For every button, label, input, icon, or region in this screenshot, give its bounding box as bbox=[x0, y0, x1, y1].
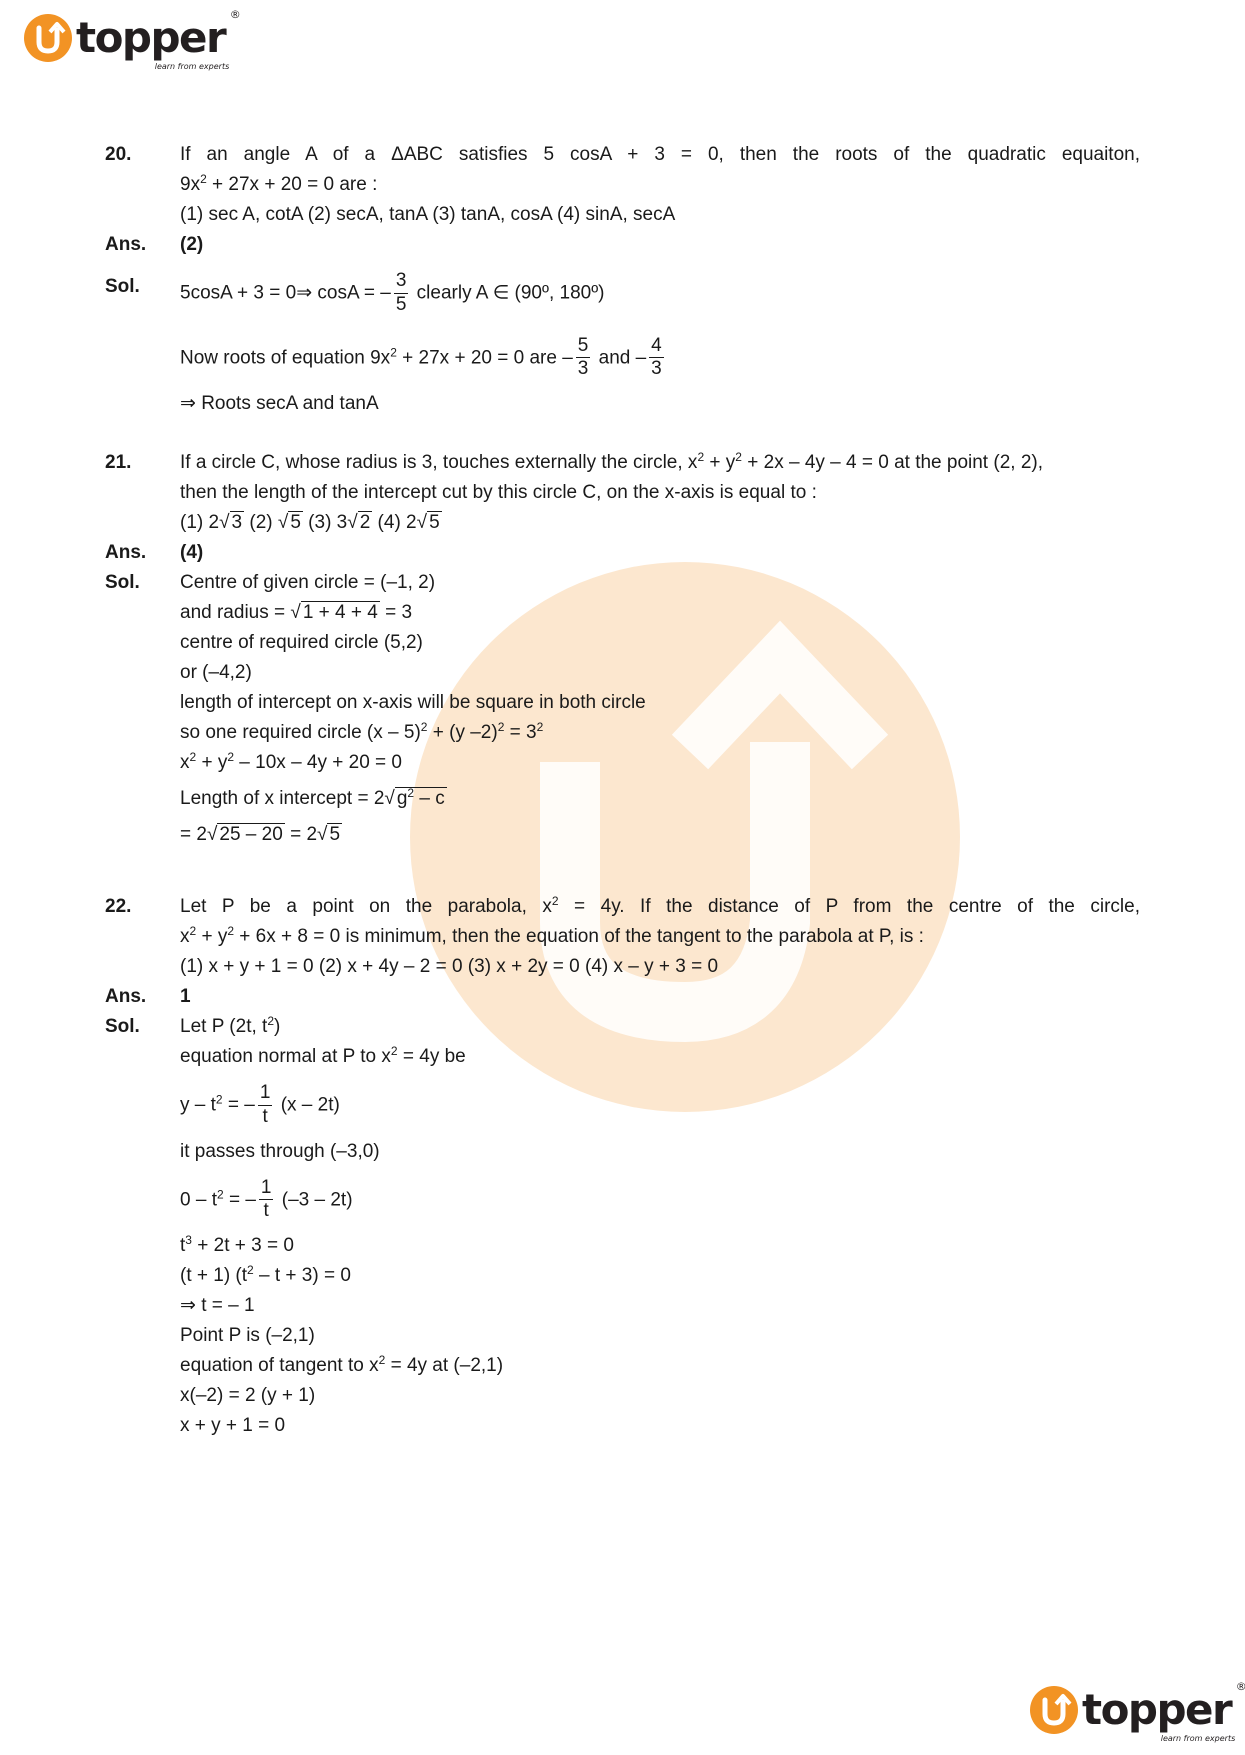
solution-line: it passes through (–3,0) bbox=[180, 1140, 380, 1162]
topper-u-icon bbox=[1030, 1686, 1078, 1734]
option-3: (3) 3√ 2 bbox=[308, 512, 371, 533]
question-text: If a circle C, whose radius is 3, touches externally the circle, $x^2 + y^2 + 2x - 4y - 4 = 0$ at the point (2, 2), bbox=[180, 450, 1043, 473]
solution-line: Point P is (–2,1) bbox=[180, 1325, 315, 1347]
option-3: (3) x + 2y = 0 bbox=[467, 956, 580, 977]
option-4: (4) sinA, secA bbox=[557, 204, 676, 225]
solution-line: Sol. Centre of given circle = (–1, 2) bbox=[105, 572, 436, 593]
solution-line: = 2√ 25 – 20 = 2√ 5 bbox=[180, 824, 341, 845]
question-20 bbox=[105, 140, 1140, 419]
solution-line: (t + 1) $(t^2 - t + 3) = 0$ bbox=[180, 1263, 351, 1287]
question-22 bbox=[105, 892, 1140, 1441]
solution-line: $0 - t^2$ = – $\frac{1}{t}$ (–3 – 2t) bbox=[180, 1176, 353, 1222]
solution-line: ⇒ t = – 1 bbox=[180, 1295, 255, 1317]
solution-line: $x^2 + y^2 - 10x - 4y + 20 = 0$ bbox=[180, 750, 402, 773]
options-list bbox=[180, 952, 1140, 982]
solution-line: equation normal at P to $x^2 = 4y$ be bbox=[180, 1044, 466, 1067]
topper-wordmark: topper ® learn from experts bbox=[1082, 1680, 1245, 1743]
solution-line: x(–2) = 2 (y + 1) bbox=[180, 1385, 316, 1407]
option-1: (1) x + y + 1 = 0 bbox=[180, 956, 314, 977]
question-text: $x^2 + y^2 + 6x + 8 = 0$ is minimum, then the equation of the tangent to the parabola at P, is : bbox=[180, 924, 924, 947]
option-2: (2) x + 4y – 2 = 0 bbox=[318, 956, 463, 977]
option-1: (1) sec A, cotA bbox=[180, 204, 303, 225]
solution-line: and radius = √ 1 + 4 + 4 = 3 bbox=[180, 602, 413, 623]
question-text: If an angle A of a ΔABC satisfies 5 cosA + 3 = 0, then the roots of the quadratic equaiton, bbox=[180, 144, 1140, 165]
solution-line: $t^3 + 2t + 3 = 0$ bbox=[180, 1233, 294, 1257]
option-2: (2) secA, tanA bbox=[307, 204, 428, 225]
solution-line: Sol. Let P (2t, $t^2$) bbox=[105, 1014, 281, 1037]
topper-u-icon bbox=[24, 14, 72, 62]
solution-line: y – $t^2$ = – $\frac{1}{t}$ (x – 2t) bbox=[180, 1082, 340, 1127]
answer-row: Ans. (2) bbox=[105, 234, 204, 255]
solution-line: length of intercept on x-axis will be square in both circle bbox=[180, 692, 646, 713]
option-4: (4) 2√ 5 bbox=[377, 512, 440, 533]
options-list bbox=[180, 508, 1140, 538]
solution-line: Sol. 5cosA + 3 = 0⇒ cosA = – $\frac{3}{5}$ clearly A ∈ (90º, 180º) bbox=[105, 270, 605, 315]
solution-line: Now roots of equation $9x^2 + 27x + 20 = 0$ are – $\frac{5}{3}$ and – $\frac{4}{3}$ bbox=[180, 334, 662, 380]
topper-wordmark: topper ® learn from experts bbox=[76, 8, 240, 71]
solution-line: equation of tangent to $x^2 = 4y$ at (–2,1) bbox=[180, 1353, 504, 1377]
answer-row: Ans. 1 bbox=[105, 986, 191, 1007]
question-number: 21. bbox=[105, 452, 132, 473]
topper-logo-footer bbox=[1030, 1680, 1245, 1743]
option-3: (3) tanA, cosA bbox=[432, 204, 552, 225]
question-text: Let P be a point on the parabola, $x^2 = 4y$. If the distance of P from the centre of the circle, bbox=[180, 894, 1140, 917]
option-4: (4) x – y + 3 = 0 bbox=[585, 956, 719, 977]
question-21 bbox=[105, 448, 1140, 850]
answer-row: Ans. (4) bbox=[105, 542, 204, 563]
option-2: (2) √ 5 bbox=[249, 512, 301, 533]
question-number: 20. bbox=[105, 144, 132, 165]
question-equation: $9x^2 + 27x + 20 = 0$ are : bbox=[180, 172, 378, 195]
solution-line: or (–4,2) bbox=[180, 662, 252, 683]
solution-line: x + y + 1 = 0 bbox=[180, 1415, 286, 1437]
question-text: then the length of the intercept cut by this circle C, on the x-axis is equal to : bbox=[180, 482, 817, 503]
options-list bbox=[180, 200, 1140, 230]
question-number: 22. bbox=[105, 896, 132, 917]
option-1: (1) 2√ 3 bbox=[180, 512, 243, 533]
solution-line: centre of required circle (5,2) bbox=[180, 632, 423, 653]
solution-line: ⇒ Roots secA and tanA bbox=[180, 393, 379, 415]
solution-line: Length of x intercept = 2√ $g^2$ – c bbox=[180, 786, 445, 809]
solution-line: so one required circle (x – 5)$^2$ + (y $-2)^2 = 3^2$ bbox=[180, 720, 544, 743]
topper-logo-header bbox=[24, 8, 240, 71]
